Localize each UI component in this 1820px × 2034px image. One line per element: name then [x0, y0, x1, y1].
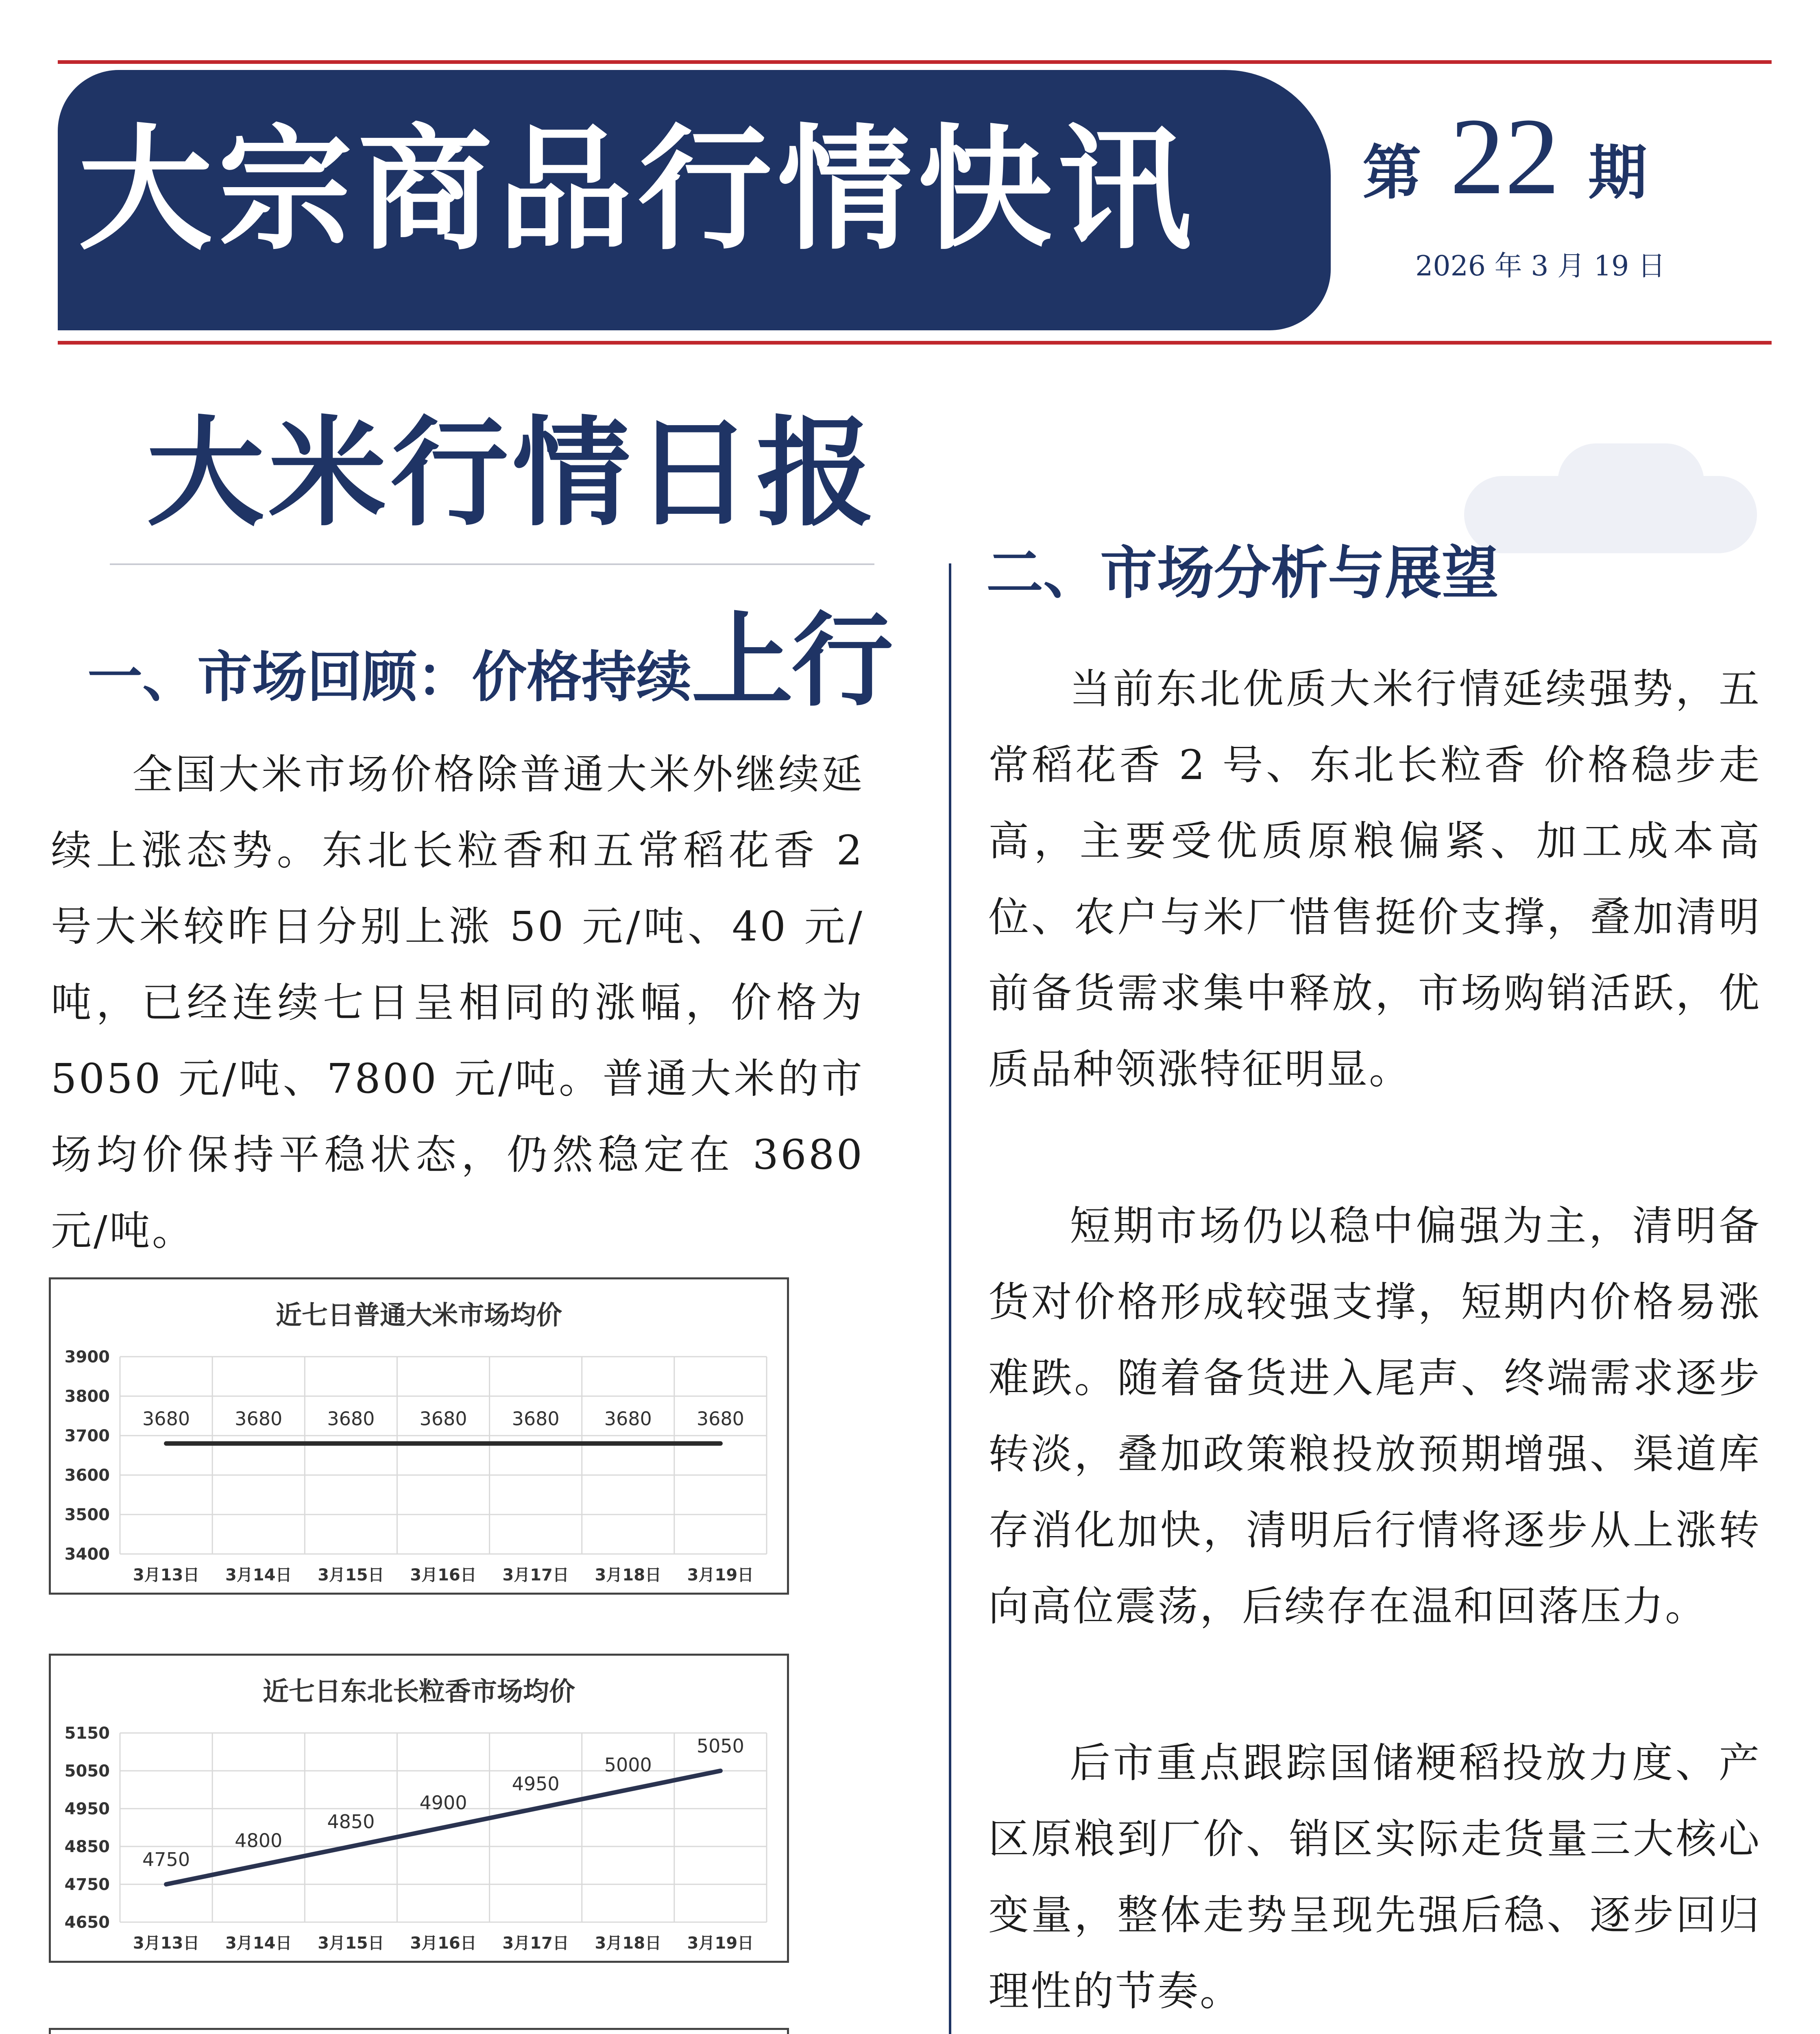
header-bottom-rule	[58, 341, 1772, 345]
x-tick-label: 3月19日	[687, 1934, 754, 1953]
x-tick-label: 3月15日	[318, 1934, 384, 1953]
y-tick-label: 4950	[64, 1800, 110, 1818]
y-tick-label: 5150	[64, 1724, 110, 1743]
chart-title: 近七日普通大米市场均价	[276, 1300, 562, 1331]
section1-paragraph: 全国大米市场价格除普通大米外继续延续上涨态势。东北长粒香和五常稻花香 2 号大米较昨日分别上涨 50 元/吨、40 元/吨，已经连续七日呈相同的涨幅，价格为 5050 元/吨、7800 元/吨。普通大米的市场均价保持平稳状态，仍然稳定在 3680 元/吨。	[51, 751, 864, 1255]
data-label: 3680	[235, 1408, 283, 1430]
x-tick-label: 3月16日	[410, 1566, 477, 1584]
data-label: 4950	[512, 1773, 560, 1795]
y-tick-label: 3900	[64, 1348, 110, 1366]
data-label: 5000	[604, 1754, 652, 1776]
x-tick-label: 3月14日	[225, 1934, 292, 1953]
x-tick-label: 3月14日	[225, 1566, 292, 1584]
data-label: 5050	[696, 1735, 744, 1757]
data-label: 3680	[512, 1408, 560, 1430]
data-label: 4850	[327, 1811, 375, 1833]
x-tick-label: 3月13日	[133, 1566, 200, 1584]
data-label: 4800	[235, 1829, 283, 1852]
section2-heading: 二、市场分析与展望	[986, 540, 1499, 607]
series-line	[166, 1771, 721, 1884]
chart-long-grain-rice-2	[49, 2028, 789, 2034]
report-title: 大米行情日报	[146, 405, 878, 542]
issue-number: 22	[1450, 96, 1560, 217]
y-tick-label: 3800	[64, 1387, 110, 1406]
x-tick-label: 3月17日	[502, 1934, 569, 1953]
y-tick-label: 5050	[64, 1762, 110, 1781]
y-tick-label: 4850	[64, 1838, 110, 1856]
data-label: 4750	[142, 1848, 190, 1870]
section1-heading	[87, 602, 891, 720]
chart-svg	[51, 1656, 787, 1961]
column-divider	[949, 563, 951, 2034]
y-tick-label: 3700	[64, 1427, 110, 1445]
title-underline	[110, 563, 874, 565]
issue-prefix: 第	[1362, 139, 1421, 207]
decorative-cloud	[1558, 443, 1704, 521]
section1-heading-text: 一、市场回顾：价格持续	[87, 645, 691, 709]
x-tick-label: 3月18日	[595, 1566, 662, 1584]
chart-long-grain-rice	[49, 1654, 789, 1963]
x-tick-label: 3月15日	[318, 1566, 384, 1584]
section2-paragraph-2: 短期市场仍以稳中偏强为主，清明备货对价格形成较强支撑，短期内价格易涨难跌。随着备货进入尾声、终端需求逐步转淡，叠加政策粮投放预期增强、渠道库存消化加快，清明后行情将逐步从上涨转向高位震荡，后续存在温和回落压力。	[988, 1202, 1761, 1630]
data-label: 3680	[142, 1408, 190, 1430]
section2-paragraph-3: 后市重点跟踪国储粳稻投放力度、产区原粮到厂价、销区实际走货量三大核心变量，整体走势呈现先强后稳、逐步回归理性的节奏。	[988, 1739, 1761, 2015]
y-tick-label: 3400	[64, 1545, 110, 1564]
header-banner	[58, 70, 1331, 330]
data-label: 4900	[419, 1792, 467, 1814]
y-tick-label: 4750	[64, 1875, 110, 1894]
x-tick-label: 3月17日	[502, 1566, 569, 1584]
data-label: 3680	[604, 1408, 652, 1430]
data-label: 3680	[696, 1408, 744, 1430]
publication-title: 大宗商品行情快讯	[78, 112, 1197, 268]
chart-title: 近七日东北长粒香市场均价	[263, 1676, 575, 1707]
x-tick-label: 3月19日	[687, 1566, 754, 1584]
issue-number-block	[1362, 96, 1647, 217]
data-label: 3680	[327, 1408, 375, 1430]
chart-svg	[51, 1279, 787, 1593]
chart-plain-rice	[49, 1277, 789, 1595]
section1-heading-emphasis: 上行	[691, 602, 891, 720]
section2-paragraph-1: 当前东北优质大米行情延续强势，五常稻花香 2 号、东北长粒香 价格稳步走高，主要受优质原粮偏紧、加工成本高位、农户与米厂惜售挺价支撑，叠加清明前备货需求集中释放，市场购销活跃，优质品种领涨特征明显。	[988, 665, 1761, 1093]
x-tick-label: 3月13日	[133, 1934, 200, 1953]
y-tick-label: 4650	[64, 1913, 110, 1932]
header-top-rule	[58, 60, 1772, 64]
y-tick-label: 3500	[64, 1506, 110, 1524]
x-tick-label: 3月16日	[410, 1934, 477, 1953]
x-tick-label: 3月18日	[595, 1934, 662, 1953]
y-tick-label: 3600	[64, 1466, 110, 1485]
issue-suffix: 期	[1588, 139, 1647, 207]
data-label: 3680	[419, 1408, 467, 1430]
chart-svg	[51, 2030, 787, 2034]
issue-date: 2026 年 3 月 19 日	[1415, 250, 1665, 282]
